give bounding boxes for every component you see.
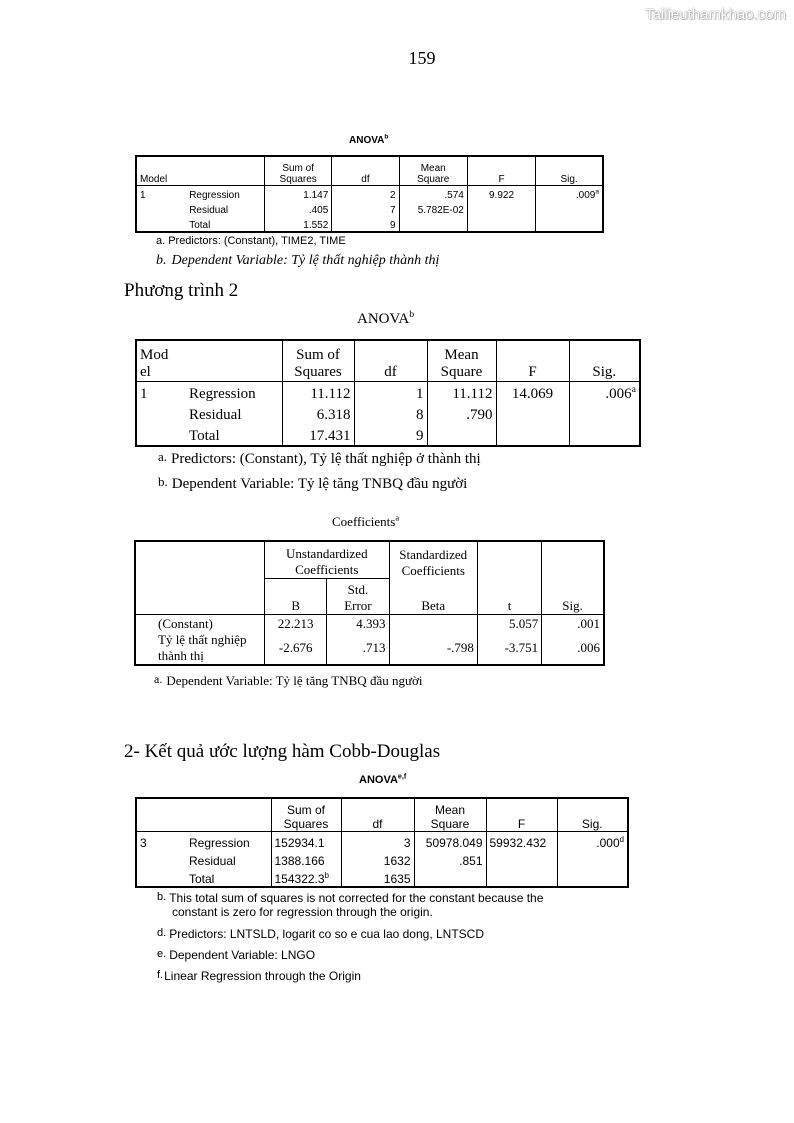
cell-label: Tỷ lệ thất nghiệp thành thị: [158, 632, 247, 663]
cell-ss: .405: [265, 201, 332, 216]
cell-sig: .006: [542, 632, 604, 665]
cell-model: [136, 424, 186, 446]
table-row: [136, 424, 640, 446]
cell-sig: [557, 868, 628, 887]
table-row: [136, 201, 603, 216]
header-model: Mod el: [136, 340, 186, 382]
table-header-row-group: [135, 541, 604, 579]
table-header-row: [136, 340, 640, 382]
cell-ms: 11.112: [427, 382, 496, 404]
table1-footnote-a: a. Predictors: (Constant), TIME2, TIME: [156, 235, 346, 247]
cell-model: [136, 201, 186, 216]
table2-footnote-a: a. Predictors: (Constant), Tỷ lệ thất nghiệp ở thành thị: [158, 449, 481, 467]
header-beta: Beta: [389, 579, 477, 615]
header-t: t: [477, 541, 541, 615]
cell-df: 9: [332, 216, 399, 232]
table4-footnote-d: d. Predictors: LNTSLD, logarit co so e cua lao dong, LNTSCD: [157, 927, 484, 941]
table4-title: ANOVA$^{e,f}$: [359, 772, 407, 786]
cell-se: 4.393: [327, 615, 389, 633]
table-row: [135, 615, 604, 633]
cell-label: Regression: [189, 836, 250, 850]
cell-sig: .006$^a$: [569, 382, 640, 404]
cell-df: 1: [354, 382, 427, 404]
coefficients-table: [134, 540, 605, 666]
cell-sig: [569, 403, 640, 424]
cell-label: Regression: [189, 386, 256, 402]
cell-label: Residual: [189, 854, 236, 868]
cell-sig: [569, 424, 640, 446]
table1-title: [349, 135, 388, 146]
cell-b: -2.676: [265, 632, 327, 665]
header-sig: Sig.: [557, 798, 628, 832]
table-row: [136, 868, 628, 887]
cell-beta: [389, 615, 477, 633]
table-row: [136, 216, 603, 232]
cell-label: Residual: [189, 205, 229, 216]
header-model: Model: [136, 156, 186, 186]
table4-footnote-f: f.Linear Regression through the Origin: [157, 969, 361, 983]
table-row: [136, 850, 628, 868]
header-b: B: [265, 579, 327, 615]
cell-df: 1632: [341, 850, 414, 868]
header-sum-of-squares: Sum of Squares: [282, 340, 354, 382]
header-mean-square: Mean Square: [399, 156, 467, 186]
cell-model: [136, 868, 186, 887]
cell-df: 8: [354, 403, 427, 424]
header-sum-of-squares: Sum of Squares: [271, 798, 341, 832]
cell-label: Total: [189, 428, 220, 444]
header-sig: Sig.: [569, 340, 640, 382]
cell-df: 7: [332, 201, 399, 216]
cell-model: 1: [140, 386, 148, 402]
cell-f: 59932.432: [486, 832, 557, 851]
header-df: df: [332, 156, 399, 186]
cell-ms: 5.782E-02: [399, 201, 467, 216]
header-sum-of-squares: Sum of Squares: [265, 156, 332, 186]
cell-ss: 154322.3$^b$: [271, 868, 341, 887]
header-f: F: [467, 156, 535, 186]
cell-ss: 17.431: [282, 424, 354, 446]
section-heading-cobb-douglas: 2- Kết quả ước lượng hàm Cobb-Douglas: [124, 741, 441, 762]
table-header-row: [136, 156, 603, 186]
anova-table-cobb-douglas: [135, 797, 629, 888]
cell-b: 22.213: [265, 615, 327, 633]
header-empty: [135, 541, 265, 615]
cell-model: 1: [140, 190, 146, 201]
cell-df: 1635: [341, 868, 414, 887]
table4-footnote-e: e. Dependent Variable: LNGO: [157, 948, 316, 962]
cell-f: [486, 850, 557, 868]
header-df: df: [341, 798, 414, 832]
cell-model: [136, 850, 186, 868]
cell-model: [136, 403, 186, 424]
cell-sig: .001: [542, 615, 604, 633]
anova-table-2: [135, 339, 641, 447]
cell-label: Regression: [189, 190, 240, 201]
cell-ms: .574: [399, 186, 467, 202]
cell-f: [496, 424, 569, 446]
cell-sig: .009$^a$: [536, 186, 603, 202]
table1-title-text: ANOVA: [349, 135, 385, 146]
cell-ss: 1388.166: [271, 850, 341, 868]
cell-ms: 50978.049: [414, 832, 486, 851]
cell-ms: [414, 868, 486, 887]
header-f: F: [486, 798, 557, 832]
cell-ss: 1.147: [265, 186, 332, 202]
cell-se: .713: [327, 632, 389, 665]
header-df: df: [354, 340, 427, 382]
page-number: 159: [408, 48, 436, 68]
header-sig: Sig.: [536, 156, 603, 186]
cell-df: 3: [341, 832, 414, 851]
header-sig: Sig.: [542, 541, 604, 615]
table-header-row: [136, 798, 628, 832]
cell-ss: 1.552: [265, 216, 332, 232]
cell-label: Total: [189, 872, 215, 886]
section-heading-phuong-trinh-2: Phương trình 2: [124, 280, 239, 301]
table-row: [136, 186, 603, 202]
anova-table-1: [135, 155, 604, 233]
cell-ms: .851: [414, 850, 486, 868]
cell-f: [467, 216, 535, 232]
cell-f: [496, 403, 569, 424]
cell-sig: [536, 201, 603, 216]
cell-model: [136, 216, 186, 232]
cell-ss: 11.112: [282, 382, 354, 404]
cell-ms: [427, 424, 496, 446]
cell-model: 3: [140, 836, 147, 850]
table2-footnote-b: b. Dependent Variable: Tỷ lệ tăng TNBQ đầu người: [158, 474, 468, 492]
table-row: [136, 832, 628, 851]
cell-label: Total: [189, 220, 211, 231]
cell-df: 2: [332, 186, 399, 202]
header-mean-square: Mean Square: [414, 798, 486, 832]
header-unstandardized-coefficients: Unstandardized Coefficients: [265, 541, 390, 579]
header-std-error: Std. Error: [327, 579, 389, 615]
watermark: Tailieuthamkhao.com: [645, 6, 786, 23]
table-row: [136, 403, 640, 424]
table1-title-sup: b: [384, 133, 389, 141]
cell-ss: 6.318: [282, 403, 354, 424]
header-mean-square: Mean Square: [427, 340, 496, 382]
cell-f: 9.922: [467, 186, 535, 202]
header-f: F: [496, 340, 569, 382]
cell-ms: [399, 216, 467, 232]
table1-footnote-b: b. Dependent Variable: Tỷ lệ thất nghiệp thành thị: [156, 253, 440, 268]
table-row: [136, 382, 640, 404]
cell-sig: [557, 850, 628, 868]
cell-ms: .790: [427, 403, 496, 424]
cell-f: [486, 868, 557, 887]
cell-t: 5.057: [477, 615, 541, 633]
cell-ss: 152934.1: [271, 832, 341, 851]
table-row: [135, 632, 604, 665]
cell-label: Residual: [189, 407, 242, 423]
table3-title: Coefficients$^a$: [332, 512, 400, 529]
cell-sig: [536, 216, 603, 232]
table3-footnote-a: a. Dependent Variable: Tỷ lệ tăng TNBQ đầu người: [154, 672, 423, 688]
cell-sig: .000$^d$: [557, 832, 628, 851]
table4-footnote-b: b. This total sum of squares is not corrected for the constant because the constant is zero for regression through the origin.: [157, 891, 544, 919]
cell-beta: -.798: [389, 632, 477, 665]
cell-f: 14.069: [496, 382, 569, 404]
table2-title: ANOVA$^b$: [357, 309, 415, 327]
cell-f: [467, 201, 535, 216]
header-standardized-coefficients: Standardized Coefficients: [389, 541, 477, 579]
cell-df: 9: [354, 424, 427, 446]
cell-t: -3.751: [477, 632, 541, 665]
cell-label: (Constant): [158, 616, 213, 631]
